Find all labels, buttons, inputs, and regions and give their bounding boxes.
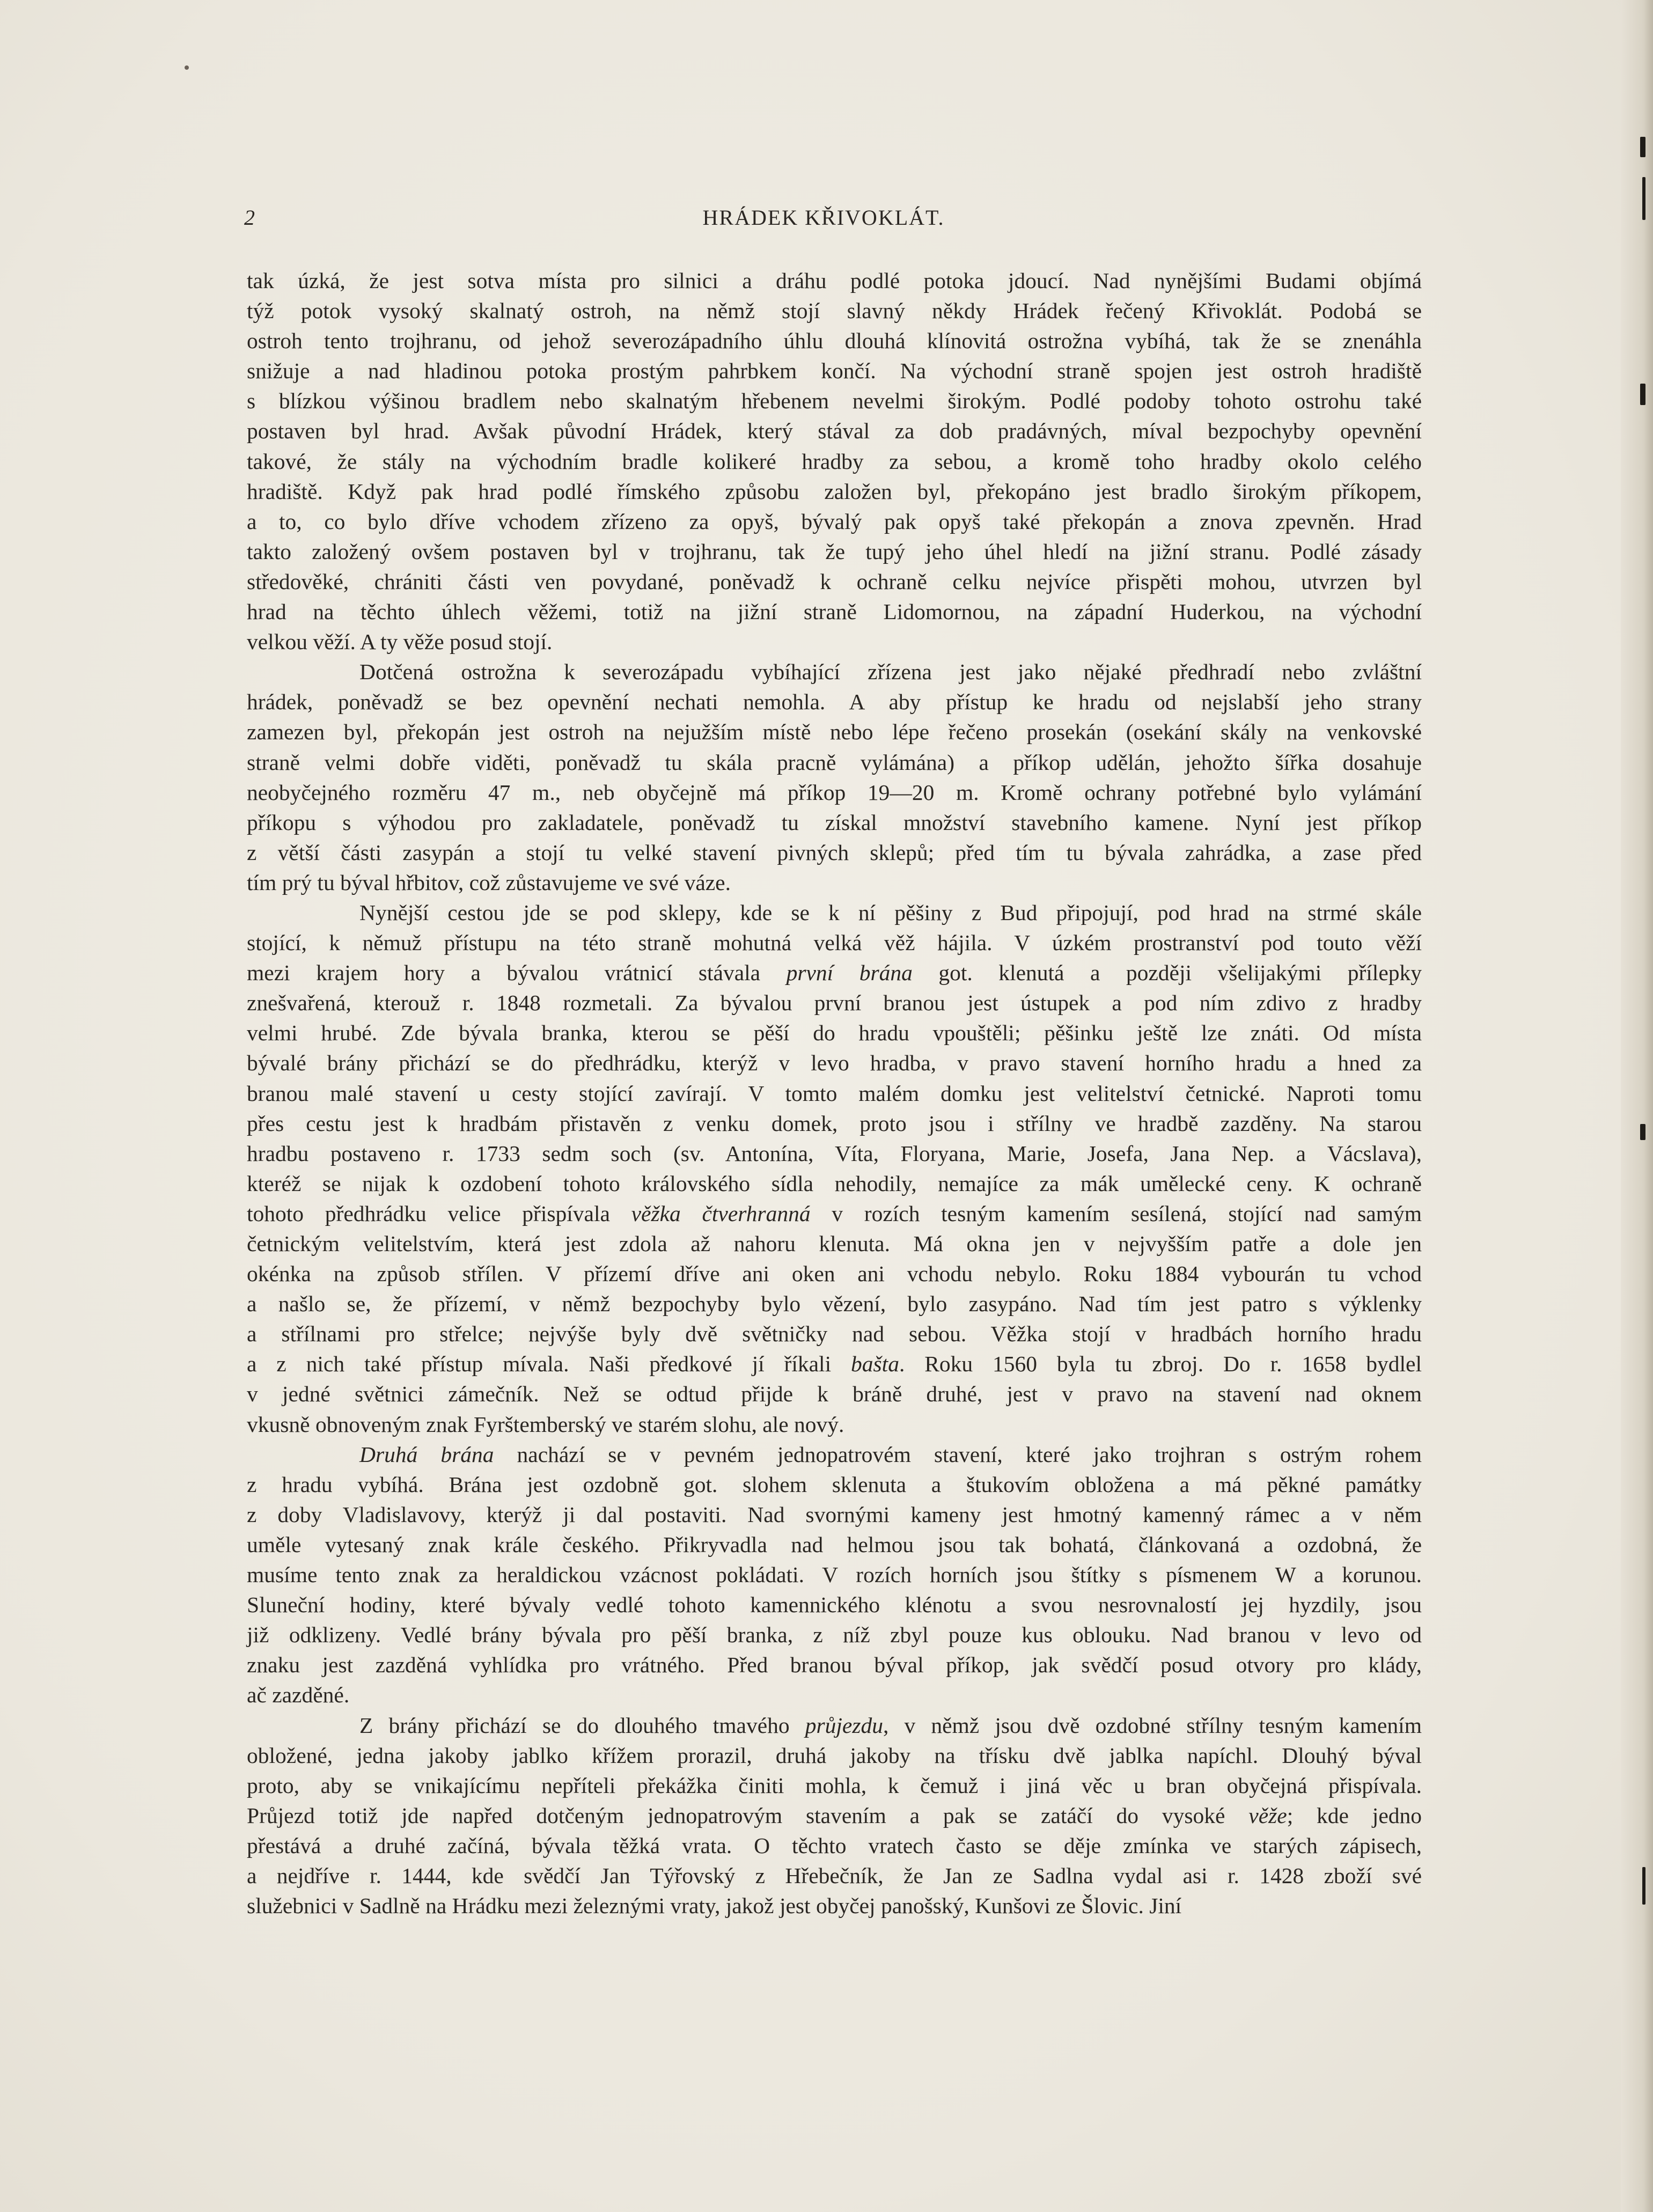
- italic-term: bašta: [851, 1351, 899, 1377]
- text-line: velmi hrubé. Zde bývala branka, kterou se pěší do hradu vpouštěli; pěšinku ještě lze znáti. Od místa: [247, 1020, 1422, 1046]
- paragraph: [247, 266, 1422, 657]
- text-line: kteréž se nijak k ozdobení tohoto královského sídla nehodily, nemajíce za mák umělecké ceny. K ochraně: [247, 1171, 1422, 1196]
- text-line: služebnici v Sadlně na Hrádku mezi železnými vraty, jakož jest obyčej panošský, Kunšovi ze Šlovic. Jiní: [247, 1893, 1182, 1919]
- italic-term: věže: [1248, 1803, 1287, 1828]
- text-line: hrad na těchto úhlech věžemi, totiž na jižní straně Lidomornou, na západní Huderkou, na východní: [247, 599, 1422, 624]
- paragraph: [247, 1439, 1422, 1710]
- text-line: straně velmi dobře viděti, poněvadž tu skála pracně vylámána) a příkop udělán, jehožto šířka dosahuje: [247, 749, 1422, 775]
- italic-term: první brána: [786, 960, 913, 986]
- text-line: Druhá brána nachází se v pevném jednopatrovém stavení, které jako trojhran s ostrým rohem: [359, 1442, 1422, 1467]
- edge-mark: [1642, 1867, 1645, 1905]
- text-line: Nynější cestou jde se pod sklepy, kde se k ní pěšiny z Bud připojují, pod hrad na strmé skále: [359, 900, 1422, 925]
- text-line: postaven byl hrad. Avšak původní Hrádek, který stával za dob pradávných, míval bezpochyby opevnění: [247, 418, 1422, 444]
- paragraph: [247, 898, 1422, 1439]
- text-line: takto založený ovšem postaven byl v trojhranu, tak že tupý jeho úhel hledí na jižní stranu. Podlé zásady: [247, 539, 1422, 564]
- text-line: a nejdříve r. 1444, kde svědčí Jan Týřovský z Hřebečník, že Jan ze Sadlna vydal asi r. 1428 zboží své: [247, 1863, 1422, 1888]
- text-line: četnickým velitelstvím, která jest zdola až nahoru klenuta. Má okna jen v nejvyšším patře a dole jen: [247, 1231, 1422, 1256]
- text-line: mezi krajem hory a bývalou vrátnicí stávala první brána got. klenutá a později všelijakými přílepky: [247, 960, 1422, 986]
- text-line: přestává a druhé začíná, bývala těžká vrata. O těchto vratech často se děje zmínka ve starých zápisech,: [247, 1833, 1422, 1858]
- text-line: týž potok vysoký skalnatý ostroh, na němž stojí slavný někdy Hrádek řečený Křivoklát. Podobá se: [247, 298, 1422, 324]
- text-line: v jedné světnici zámečník. Než se odtud přijde k bráně druhé, jest v pravo na stavení nad oknem: [247, 1381, 1422, 1407]
- text-line: a z nich také přístup mívala. Naši předkové jí říkali bašta. Roku 1560 byla tu zbroj. Do r. 1658 bydlel: [247, 1351, 1422, 1377]
- edge-mark: [1640, 137, 1645, 157]
- text-line: neobyčejného rozměru 47 m., neb obyčejně má příkop 19—20 m. Kromě ochrany potřebné bylo vylámání: [247, 780, 1422, 805]
- text-line: a střílnami pro střelce; nejvýše byly dvě světničky nad sebou. Věžka stojí v hradbách horního hradu: [247, 1321, 1422, 1347]
- paragraph: [247, 657, 1422, 898]
- text-line: znešvařená, kterouž r. 1848 rozmetali. Za bývalou první branou jest ústupek a pod ním zdivo z hradby: [247, 990, 1422, 1016]
- running-title: HRÁDEK KŘIVOKLÁT.: [702, 205, 945, 230]
- text-line: již odklizeny. Vedlé brány bývala pro pěší branka, z níž zbyl pouze kus oblouku. Nad branou v levo od: [247, 1622, 1422, 1648]
- text-line: ač zazděné.: [247, 1682, 350, 1708]
- text-line: Průjezd totiž jde napřed dotčeným jednopatrovým stavením a pak se zatáčí do vysoké věže; kde jedno: [247, 1803, 1422, 1828]
- text-line: obložené, jedna jakoby jablko křížem prorazil, druhá jakoby na třísku dvě jablka napíchl. Dlouhý býval: [247, 1743, 1422, 1768]
- text-line: proto, aby se vnikajícímu nepříteli překážka činiti mohla, k čemuž i jiná věc u bran obyčejná přispívala.: [247, 1773, 1422, 1798]
- text-line: bývalé brány přichází se do předhrádku, kterýž v levo hradba, v pravo stavení horního hradu a hned za: [247, 1050, 1422, 1076]
- text-line: z větší části zasypán a stojí tu velké stavení pivných sklepů; před tím tu bývala zahrádka, a zase před: [247, 840, 1422, 865]
- text-line: branou malé stavení u cesty stojící zavírají. V tomto malém domku jest velitelství četnické. Naproti tomu: [247, 1081, 1422, 1106]
- page-edge-shadow: [1621, 0, 1653, 2212]
- edge-mark: [1640, 384, 1645, 405]
- paragraph: [247, 1710, 1422, 1921]
- edge-mark: [1642, 177, 1645, 220]
- text-line: velkou věží. A ty věže posud stojí.: [247, 629, 553, 655]
- text-line: musíme tento znak za heraldickou vzácnost pokládati. V rozích horních jsou štítky s písmenem W a korunou.: [247, 1562, 1422, 1588]
- italic-term: průjezdu: [805, 1713, 883, 1738]
- text-line: tak úzká, že jest sotva místa pro silnici a dráhu podlé potoka jdoucí. Nad nynějšími Budami objímá: [247, 268, 1422, 293]
- text-line: z doby Vladislavovy, kterýž ji dal postaviti. Nad svornými kameny jest hmotný kamenný rámec a v něm: [247, 1502, 1422, 1527]
- text-line: hradbu postaveno r. 1733 sedm soch (sv. Antonína, Víta, Floryana, Marie, Josefa, Jana Nep. a Vácslava),: [247, 1141, 1422, 1166]
- body-text: [247, 266, 1422, 1921]
- text-line: přes cestu jest k hradbám přistavěn z venku domek, proto jsou i střílny ve hradbě zazděny. Na starou: [247, 1111, 1422, 1136]
- italic-term: Druhá brána: [359, 1442, 494, 1467]
- edge-mark: [1640, 1124, 1645, 1140]
- page-header: [244, 205, 1403, 242]
- text-line: Z brány přichází se do dlouhého tmavého průjezdu, v němž jsou dvě ozdobné střílny tesným kamením: [359, 1713, 1422, 1738]
- text-line: Dotčená ostrožna k severozápadu vybíhající zřízena jest jako nějaké předhradí nebo zvláštní: [359, 659, 1422, 685]
- text-line: stojící, k němuž přístupu na této straně mohutná velká věž hájila. V úzkém prostranství pod touto věží: [247, 930, 1422, 956]
- text-line: tím prý tu býval hřbitov, což zůstavujeme ve své váze.: [247, 870, 731, 895]
- text-line: z hradu vybíhá. Brána jest ozdobně got. slohem sklenuta a štukovím obložena a má pěkné památky: [247, 1472, 1422, 1497]
- text-line: s blízkou výšinou bradlem nebo skalnatým hřebenem nevelmi širokým. Podlé podoby tohoto ostrohu také: [247, 388, 1422, 414]
- text-line: znaku jest zazděná vyhlídka pro vrátného. Před branou býval příkop, jak svědčí posud otvory pro klády,: [247, 1652, 1422, 1678]
- text-line: snižuje a nad hladinou potoka prostým pahrbkem končí. Na východní straně spojen jest ostroh hradiště: [247, 358, 1422, 384]
- text-line: Sluneční hodiny, které bývaly vedlé tohoto kamennického klénotu a svou nesrovnalostí jej hyzdily, jsou: [247, 1592, 1422, 1618]
- text-line: uměle vytesaný znak krále českého. Přikryvadla nad helmou jsou tak bohatá, článkovaná a ozdobná, že: [247, 1532, 1422, 1557]
- text-line: a to, co bylo dříve vchodem zřízeno za opyš, bývalý pak opyš také překopán a znova zpevněn. Hrad: [247, 509, 1422, 534]
- text-line: vkusně obnoveným znak Fyrštemberský ve starém slohu, ale nový.: [247, 1412, 844, 1437]
- text-line: příkopu s výhodou pro zakladatele, poněvadž tu získal množství stavebního kamene. Nyní jest příkop: [247, 810, 1422, 835]
- paper-speck: [185, 65, 189, 70]
- text-line: zamezen byl, překopán jest ostroh na nejužším místě nebo lépe řečeno prosekán (osekání skály na venkovské: [247, 719, 1422, 745]
- text-line: hrádek, poněvadž se bez opevnění nechati nemohla. A aby přístup ke hradu od nejslabší jeho strany: [247, 689, 1422, 715]
- page-number: 2: [244, 205, 255, 230]
- text-line: takové, že stály na východním bradle kolikeré hradby za sebou, a kromě toho hradby okolo celého: [247, 449, 1422, 474]
- text-line: hradiště. Když pak hrad podlé římského způsobu založen byl, překopáno jest bradlo širokým příkopem,: [247, 479, 1422, 504]
- text-line: okénka na způsob střílen. V přízemí dříve ani oken ani vchodu nebylo. Roku 1884 vybourán tu vchod: [247, 1261, 1422, 1287]
- text-line: středověké, chrániti části ven povydané, poněvadž k ochraně celku nejvíce přispěti mohou, utvrzen byl: [247, 569, 1422, 594]
- text-line: tohoto předhrádku velice přispívala věžka čtverhranná v rozích tesným kamením sesílená, stojící nad samým: [247, 1201, 1422, 1226]
- text-line: ostroh tento trojhranu, od jehož severozápadního úhlu dlouhá klínovitá ostrožna vybíhá, tak že se znenáhla: [247, 328, 1422, 354]
- italic-term: věžka čtverhranná: [631, 1201, 811, 1226]
- text-line: a našlo se, že přízemí, v němž bezpochyby bylo vězení, bylo zasypáno. Nad tím jest patro s výklenky: [247, 1291, 1422, 1317]
